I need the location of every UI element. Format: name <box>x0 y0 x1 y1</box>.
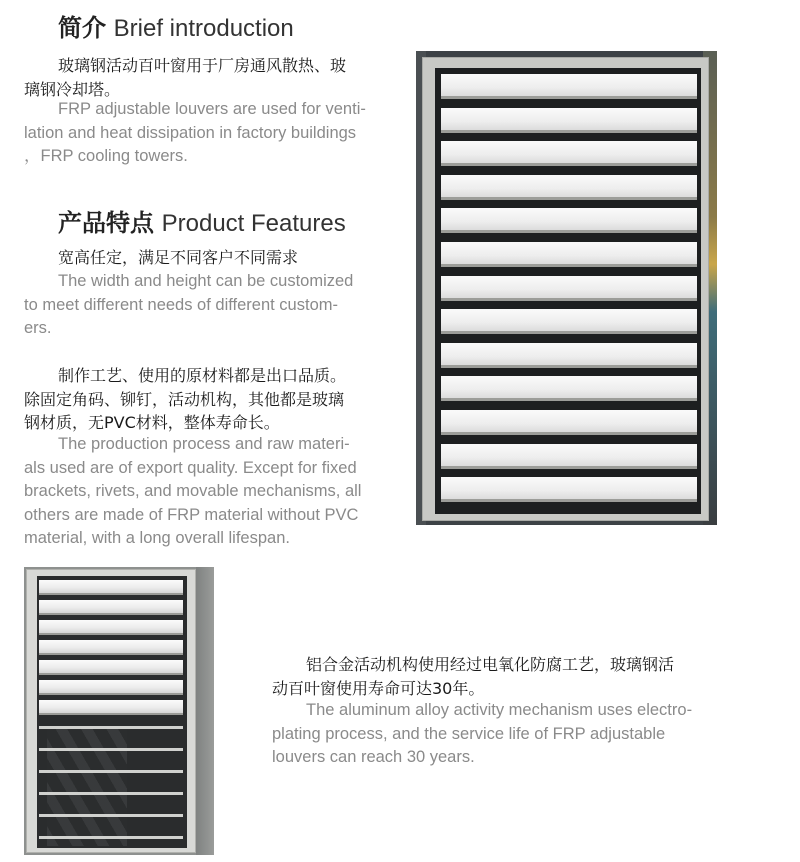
features-p1-en-line: ers. <box>24 319 52 337</box>
window-frame <box>26 569 196 853</box>
features-p2-cn-line: 除固定角码、铆钉，活动机构，其他都是玻璃 <box>24 389 345 409</box>
mechanism-en-line: The aluminum alloy activity mechanism uses electro- <box>306 701 693 719</box>
features-p2-en-line: others are made of FRP material without PVC <box>24 505 359 524</box>
louver-slat <box>441 74 697 99</box>
louver-slat-open <box>39 836 183 839</box>
intro-cn-line: 璃钢冷却塔。 <box>24 79 121 99</box>
mechanism-en-line: louvers can reach 30 years. <box>272 748 475 766</box>
intro-en-paragraph <box>24 98 382 169</box>
intro-heading-en: Brief introduction <box>113 15 294 42</box>
louver-slat <box>441 141 697 166</box>
features-heading-en: Product Features <box>161 210 346 237</box>
louver-slats <box>435 68 701 514</box>
louver-slat-open <box>39 814 183 817</box>
louver-slat <box>441 208 697 233</box>
intro-cn-paragraph <box>24 54 384 101</box>
features-p2-en-line: material, with a long overall lifespan. <box>24 529 290 547</box>
intro-en-line: ，FRP cooling towers. <box>24 147 188 165</box>
features-p2-cn <box>24 364 386 435</box>
louver-slat <box>39 640 183 655</box>
mechanism-cn-line: 动百叶窗使用寿命可达30年。 <box>272 678 485 698</box>
louver-slat <box>441 376 697 401</box>
intro-cn-line: 玻璃钢活动百叶窗用于厂房通风散热、玻 <box>58 56 347 75</box>
louver-slat <box>39 600 183 615</box>
features-p2-en-line: brackets, rivets, and movable mechanisms, all <box>24 482 362 500</box>
features-p2-en-line: The production process and raw materi- <box>58 435 350 453</box>
features-p1-en <box>24 270 382 341</box>
installed-louver-photo <box>24 567 214 855</box>
intro-heading-cn: 简介 <box>58 14 106 42</box>
mechanism-cn-line: 铝合金活动机构使用经过电氧化防腐工艺，玻璃钢活 <box>306 655 675 674</box>
louver-slat <box>441 276 697 301</box>
features-heading-cn: 产品特点 <box>58 209 154 237</box>
louver-slat <box>441 444 697 469</box>
louver-slat <box>39 680 183 695</box>
louver-slat <box>441 309 697 334</box>
features-p2-en-line: als used are of export quality. Except for fixed <box>24 458 357 477</box>
louver-slat <box>441 175 697 200</box>
louver-slat-open <box>39 726 183 729</box>
features-p1-en-line: The width and height can be customized <box>58 272 354 290</box>
intro-en-line: FRP adjustable louvers are used for venti- <box>58 100 366 118</box>
louver-slat <box>441 242 697 267</box>
louver-slats <box>37 576 187 848</box>
window-frame <box>422 57 709 521</box>
mechanism-cn <box>272 653 730 700</box>
louver-slat <box>441 108 697 133</box>
louver-slat <box>441 343 697 368</box>
louver-window-photo <box>416 51 717 525</box>
features-p2-en <box>24 433 382 551</box>
interior-structure <box>47 726 127 846</box>
louver-slat-open <box>39 792 183 795</box>
louver-slat <box>39 700 183 715</box>
features-p1-cn: 宽高任定，满足不同客户不同需求 <box>58 248 299 267</box>
intro-heading <box>58 8 294 43</box>
louver-slat <box>441 477 697 502</box>
mechanism-en-line: plating process, and the service life of FRP adjustable <box>272 724 666 743</box>
louver-slat <box>39 580 183 595</box>
features-p2-cn-line: 制作工艺、使用的原材料都是出口品质。 <box>58 366 347 385</box>
louver-slat <box>39 660 183 675</box>
mechanism-en <box>272 699 724 770</box>
features-heading <box>58 203 346 238</box>
photo-background <box>196 567 214 855</box>
intro-en-line: lation and heat dissipation in factory buildings <box>24 123 357 142</box>
louver-slat-open <box>39 770 183 773</box>
louver-slat-open <box>39 748 183 751</box>
louver-slat <box>39 620 183 635</box>
features-p1-en-line: to meet different needs of different custom- <box>24 295 338 314</box>
louver-slat <box>441 410 697 435</box>
features-p2-cn-line: 钢材质，无PVC材料，整体寿命长。 <box>24 413 280 432</box>
